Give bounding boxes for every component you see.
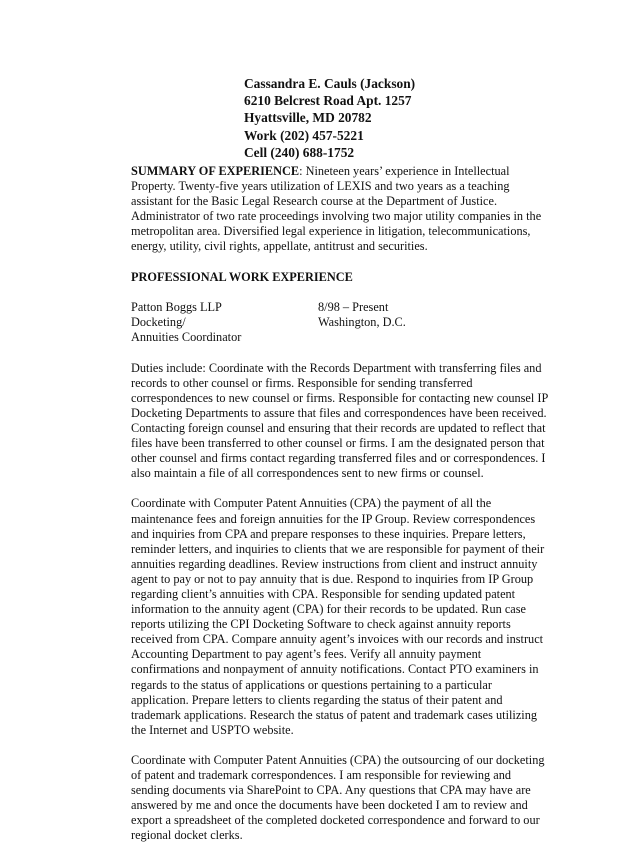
job-entry [131,300,551,345]
job-title-line-2: Annuities Coordinator [131,329,242,344]
job-title-line-1: Docketing/ [131,314,186,329]
work-experience-heading: PROFESSIONAL WORK EXPERIENCE [131,269,353,284]
address-line-2: Hyattsville, MD 20782 [244,110,372,126]
job-right-column [318,300,406,330]
duties-paragraph-3: Coordinate with Computer Patent Annuities (CPA) the outsourcing of our docketing of patent and trademark correspondences. I am responsible for reviewing and sending documents via SharePoint to CPA. Any questions that CPA may have are answered by me and once the documents have been docketed I am to review and export a spreadsheet of the completed docketed correspondence and forward to our regional docket clerks. [131,752,545,843]
work-phone: Work (202) 457-5221 [244,127,364,143]
summary-section [131,164,551,255]
resume-body [131,164,551,858]
cell-phone: Cell (240) 688-1752 [244,144,355,160]
job-employer: Patton Boggs LLP [131,299,222,314]
summary-label: SUMMARY OF EXPERIENCE [131,164,300,178]
job-left-column [131,300,241,345]
resume-header [244,75,415,161]
duties-paragraph-1: Duties include: Coordinate with the Records Department with transferring files and records to other counsel or firms. Responsible for sending transferred correspondences to new counsel or firms. Responsible for contacting new counsel IP Docketing Departments to assure that files and correspondences have been received. Contacting foreign counsel and ensuring that their records are updated to reflect that files have been transferred to other counsel or firms. I am the designated person that other counsel and firms contact regarding transferred files and or correspondences. I also maintain a file of all correspondences sent to new firms or counsel. [131,360,548,481]
summary-text: : Nineteen years’ experience in Intellectual Property. Twenty-five years utilization of LEXIS and two years as a teaching assistant for the Basic Legal Research course at the Department of Justice. Administrator of two rate proceedings involving two major utility companies in the metropolitan area. Diversified legal experience in litigation, telecommunications, energy, utility, civil rights, appellate, antitrust and securities. [131,164,542,254]
address-line-1: 6210 Belcrest Road Apt. 1257 [244,93,412,109]
job-location: Washington, D.C. [318,314,406,329]
duties-paragraph-2: Coordinate with Computer Patent Annuities (CPA) the payment of all the maintenance fees and foreign annuities for the IP Group. Review correspondences and inquiries from CPA and prepare responses to these inquiries. Prepare letters, reminder letters, and inquiries to clients that we are responsible for payment of their annuities regarding deadlines. Review instructions from client and instruct annuity agent to pay or not to pay annuity that is due. Respond to inquiries from IP Group regarding client’s annuities with CPA. Responsible for sending updated patent information to the annuity agent (CPA) for their records to be updated. Run case reports utilizing the CPI Docketing Software to check against annuity reports received from CPA. Compare annuity agent’s invoices with our records and instruct Accounting Department to pay agent’s fees. Verify all annuity payment confirmations and nonpayment of annuity notifications. Contact PTO examiners in regards to the status of applications or questions pertaining to a particular application. Prepare letters to clients regarding the status of their patent and trademark applications. Research the status of patent and trademark cases utilizing the Internet and USPTO website. [131,496,545,737]
job-dates: 8/98 – Present [318,299,389,314]
candidate-name: Cassandra E. Cauls (Jackson) [244,76,416,91]
